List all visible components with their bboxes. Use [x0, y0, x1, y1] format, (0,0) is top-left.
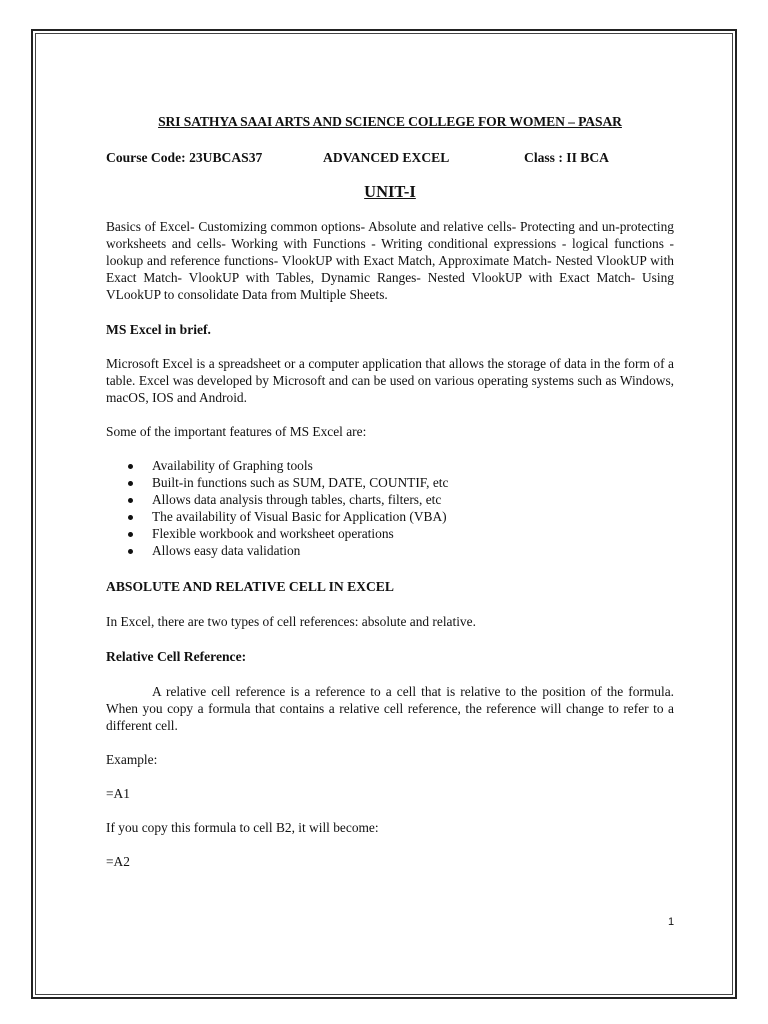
features-list [106, 457, 674, 559]
relative-reference-description: A relative cell reference is a reference to a cell that is relative to the position of the formula. When you copy a formula that contains a relative cell reference, the reference will change to refer to a different cell. [106, 684, 674, 733]
relative-reference-heading: Relative Cell Reference: [106, 649, 247, 664]
features-intro: Some of the important features of MS Excel are: [106, 424, 367, 439]
bullet-icon [128, 532, 133, 537]
absolute-relative-heading: ABSOLUTE AND RELATIVE CELL IN EXCEL [106, 579, 394, 594]
bullet-icon [128, 549, 133, 554]
list-item [106, 525, 674, 542]
bullet-icon [128, 515, 133, 520]
feature-text: Allows data analysis through tables, charts, filters, etc [152, 492, 442, 507]
list-item [106, 474, 674, 491]
feature-text: Flexible workbook and worksheet operations [152, 526, 394, 541]
document-body [106, 113, 674, 870]
unit-title: UNIT-I [364, 182, 416, 201]
list-item [106, 491, 674, 508]
feature-text: Built-in functions such as SUM, DATE, COUNTIF, etc [152, 475, 449, 490]
list-item [106, 542, 674, 559]
college-title: SRI SATHYA SAAI ARTS AND SCIENCE COLLEGE FOR WOMEN – PASAR [158, 114, 622, 129]
formula-a2: =A2 [106, 854, 130, 869]
page-number: 1 [668, 916, 675, 928]
cell-reference-intro: In Excel, there are two types of cell references: absolute and relative. [106, 614, 476, 629]
feature-text: Allows easy data validation [152, 543, 301, 558]
course-class: Class : II BCA [524, 150, 609, 165]
course-info-line [106, 149, 674, 166]
example-label: Example: [106, 752, 158, 767]
formula-a1: =A1 [106, 786, 130, 801]
list-item [106, 457, 674, 474]
ms-excel-description: Microsoft Excel is a spreadsheet or a computer application that allows the storage of data in the form of a table. Excel was developed by Microsoft and can be used on various operating systems such as Windows, macOS, IOS and Android. [106, 356, 674, 405]
list-item [106, 508, 674, 525]
bullet-icon [128, 464, 133, 469]
feature-text: Availability of Graphing tools [152, 458, 313, 473]
bullet-icon [128, 498, 133, 503]
copy-formula-text: If you copy this formula to cell B2, it will become: [106, 820, 379, 835]
ms-excel-heading: MS Excel in brief. [106, 322, 211, 337]
course-code: Course Code: 23UBCAS37 [106, 150, 263, 165]
syllabus-paragraph: Basics of Excel- Customizing common options- Absolute and relative cells- Protecting and un-protecting worksheets and cells- Working with Functions - Writing conditional expressions - logical functions - lookup and reference functions- VlookUP with Exact Match, Approximate Match- Nested VlookUP with Exact Match- VlookUP with Tables, Dynamic Ranges- Nested VlookUP with Exact Match- Using VLookUP to consolidate Data from Multiple Sheets. [106, 219, 674, 302]
bullet-icon [128, 481, 133, 486]
feature-text: The availability of Visual Basic for Application (VBA) [152, 509, 447, 524]
course-subject: ADVANCED EXCEL [323, 150, 450, 165]
